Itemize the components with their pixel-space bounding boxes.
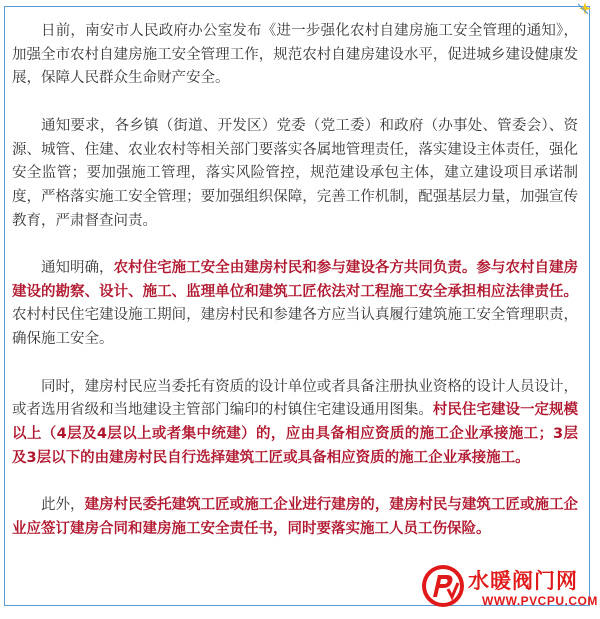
paragraph-requirements-text: 通知要求，各乡镇（街道、开发区）党委（党工委）和政府（办事处、管委会）、资源、城管、住建、农业农村等相关部门要落实各属地管理责任，落实建设主体责任，强化安全监管；要加强施工管理，落实风险管控，规范建设承包主体，建立建设项目承诺制度，严格落实施工安全管理；要加强组织保障，完善工作机制，配强基层力量，加强宣传教育，严肃督查问责。 xyxy=(12,117,578,229)
pv-logo-icon xyxy=(418,561,468,611)
paragraph-contract-lead: 此外， xyxy=(41,497,85,513)
paragraph-intro-text: 日前，南安市人民政府办公室发布《进一步强化农村自建房施工安全管理的通知》，加强全市农村自建房施工安全管理工作，规范农村自建房建设水平，促进城乡建设健康发展，保障人民群众生命财产安全。 xyxy=(12,23,578,87)
site-watermark xyxy=(418,561,596,613)
paragraph-responsibility-emphasis: 农村住宅施工安全由建房村民和参与建设各方共同负责。参与农村自建房建设的勘察、设计、施工、监理单位和建筑工匠依法对工程施工安全承担相应法律责任。 xyxy=(12,260,579,300)
paragraph-responsibility xyxy=(12,257,578,352)
watermark-site-name: 水暖阀门网 xyxy=(468,569,578,593)
paragraph-contract-emphasis: 建房村民委托建筑工匠或施工企业进行建房的，建房村民与建筑工匠或施工企业应签订建房合同和建房施工安全责任书，同时要落实施工人员工伤保险。 xyxy=(12,497,579,537)
paragraph-responsibility-tail: 农村村民住宅建设施工期间，建房村民和参建各方应当认真履行建筑施工安全管理职责，确保施工安全。 xyxy=(12,307,578,348)
article-body xyxy=(12,20,578,565)
paragraph-design-emphasis: 村民住宅建设一定规模以上（4层及4层以上或者集中统建）的，应由具备相应资质的施工企业承接施工；3层及3层以下的由建房村民自行选择建筑工匠或具备相应资质的施工企业承接施工。 xyxy=(12,402,579,466)
paragraph-contract xyxy=(12,494,578,541)
sparkle-decoration-icon xyxy=(576,2,594,16)
paragraph-design xyxy=(12,376,578,471)
paragraph-responsibility-lead: 通知明确， xyxy=(41,260,114,276)
paragraph-intro xyxy=(12,20,578,91)
paragraph-design-lead: 同时，建房村民应当委托有资质的设计单位或者具备注册执业资格的设计人员设计，或者选用省级和当地建设主管部门编印的村镇住宅建设通用图集。 xyxy=(12,378,578,419)
paragraph-requirements xyxy=(12,115,578,234)
watermark-url: WWW.PVCPU.COM xyxy=(482,594,598,608)
